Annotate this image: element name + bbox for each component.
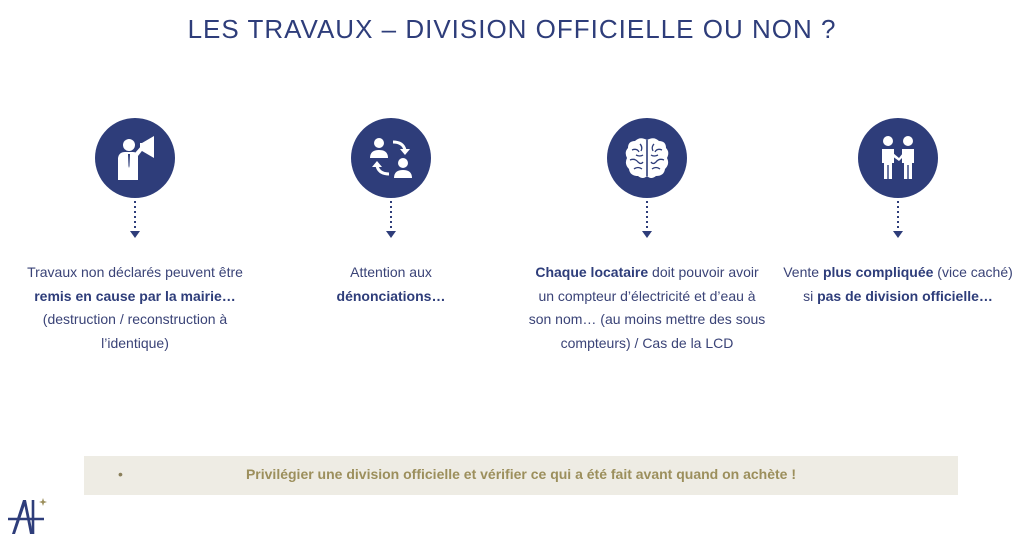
icon-circle	[351, 118, 431, 198]
dotted-arrow-icon	[128, 199, 142, 241]
column-text	[527, 261, 767, 355]
column-text	[15, 261, 255, 355]
text-segment: Vente	[783, 264, 823, 280]
dotted-arrow-icon	[384, 199, 398, 241]
summary-bar	[84, 456, 958, 495]
text-segment: Attention aux	[350, 264, 432, 280]
column-text	[271, 261, 511, 308]
text-segment: (vice caché) si	[803, 264, 1013, 304]
text-segment: Travaux non déclarés peuvent être	[27, 264, 243, 280]
bullet-point: •	[118, 466, 123, 482]
text-segment-bold: remis en cause par la mairie…	[34, 287, 236, 304]
column-3	[527, 118, 767, 355]
brand-logo-icon	[6, 496, 48, 536]
column-text	[778, 261, 1018, 308]
icon-circle	[858, 118, 938, 198]
text-segment: doit pouvoir avoir un compteur d’électricité et d’eau à son nom… (au moins mettre des sous compteurs) / Cas de la LCD	[528, 264, 766, 351]
brain-icon	[620, 131, 674, 185]
icon-circle	[95, 118, 175, 198]
megaphone-person-icon	[109, 132, 161, 184]
column-4	[778, 118, 1018, 308]
summary-text: Privilégier une division officielle et vérifier ce qui a été fait avant quand on achète !	[245, 466, 797, 482]
exchange-people-icon	[365, 132, 417, 184]
column-1	[15, 118, 255, 355]
text-segment-bold: Chaque locataire	[535, 264, 649, 280]
icon-circle	[607, 118, 687, 198]
column-2	[271, 118, 511, 308]
slide-title: LES TRAVAUX – DIVISION OFFICIELLE OU NON ?	[187, 14, 837, 44]
text-segment-bold: dénonciations…	[336, 287, 446, 304]
text-segment-bold: pas de division officielle…	[817, 287, 993, 304]
handshake-people-icon	[872, 132, 924, 184]
text-segment: (destruction / reconstruction à l’identique)	[42, 311, 228, 351]
dotted-arrow-icon	[891, 199, 905, 241]
dotted-arrow-icon	[640, 199, 654, 241]
text-segment-bold: plus compliquée	[822, 264, 934, 280]
